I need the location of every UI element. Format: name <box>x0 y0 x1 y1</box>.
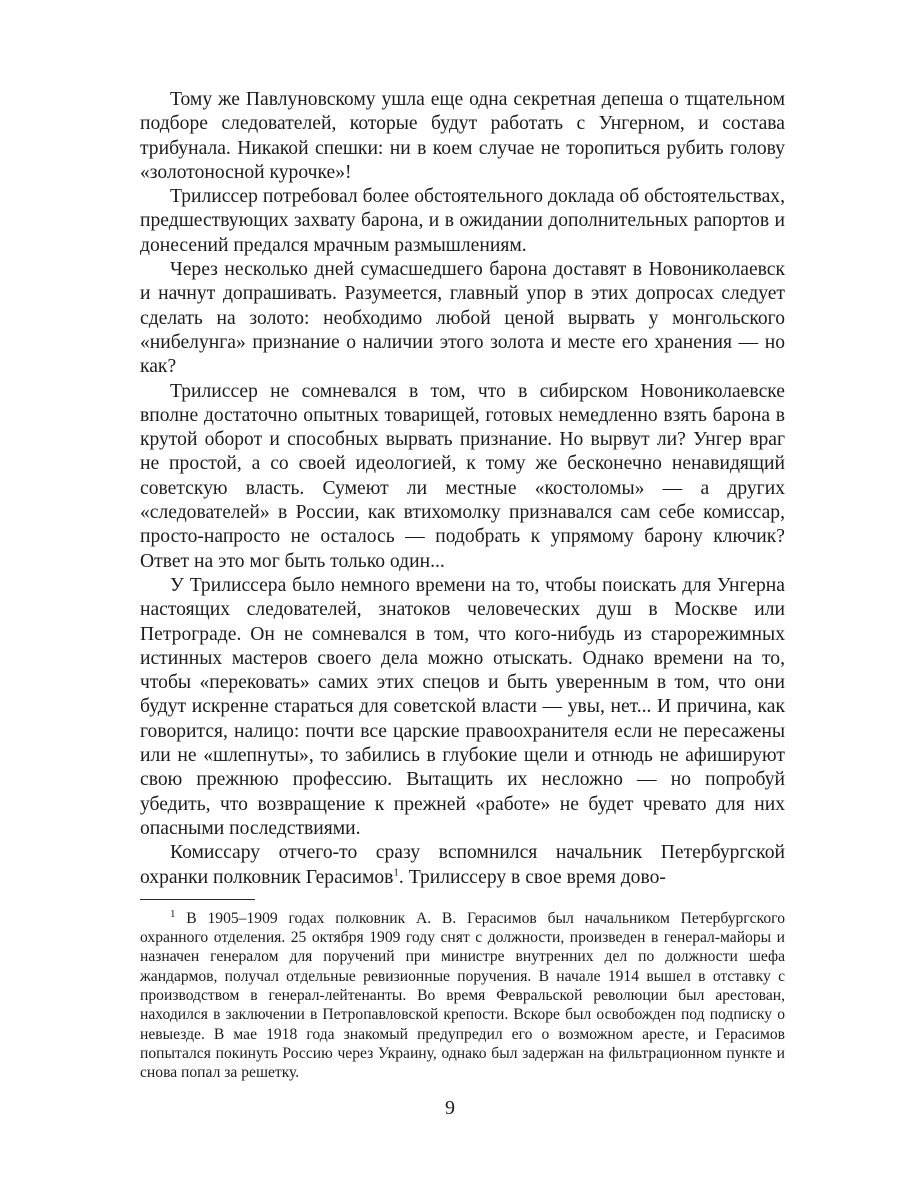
paragraph-1: Тому же Павлуновскому ушла еще одна секретная депеша о тщательном подборе следователей, которые будут работать с Унгерном, и состава трибунала. Никакой спешки: ни в коем случае не торопиться рубить голову «золотоносной курочке»! <box>140 89 785 183</box>
paragraph-6 <box>140 841 785 890</box>
paragraph-6-text-start: Комиссару отчего-то сразу вспомнился начальник Петербургской охранки полковник Герасимов <box>140 842 785 888</box>
footnote <box>140 909 785 1083</box>
paragraph-6-text-end: . Трилиссеру в свое время дово- <box>398 866 666 888</box>
footnote-mark: 1 <box>170 907 176 920</box>
page-body <box>140 88 785 1082</box>
footnote-reference[interactable]: 1 <box>393 865 399 878</box>
footnote-separator <box>140 899 255 900</box>
paragraph-2: Трилиссер потребовал более обстоятельного доклада об обстоятельствах, предшествующих захвату барона, и в ожидании дополнительных рапортов и донесений предался мрачным размышлениям. <box>140 186 785 256</box>
paragraph-5: У Трилиссера было немного времени на то, чтобы поискать для Унгерна настоящих следователей, знатоков человеческих душ в Москве или Петрограде. Он не сомневался в том, что кого-нибудь из старорежимных истинных мастеров своего дела можно отыскать. Однако времени на то, чтобы «перековать» самих этих спецов и быть уверенным в том, что они будут искренне стараться для советской власти — увы, нет... И причина, как говорится, налицо: почти все царские правоохранителя если не пересажены или не «шлепнуты», то забились в глубокие щели и отнюдь не афишируют свою прежнюю профессию. Вытащить их несложно — но попробуй убедить, что возвращение к прежней «работе» не будет чревато для них опасными последствиями. <box>140 574 785 839</box>
paragraph-4: Трилиссер не сомневался в том, что в сибирском Новониколаевске вполне достаточно опытных товарищей, готовых немедленно взять барона в крутой оборот и способных вырвать признание. Но вырвут ли? Унгер враг не простой, а со своей идеологией, к тому же бесконечно ненавидящий советскую власть. Сумеют ли местные «костоломы» — а других «следователей» в России, как втихомолку признавался сам себе комиссар, просто-напросто не осталось — подобрать к упрямому барону ключик? Ответ на это мог быть только один... <box>140 380 785 572</box>
footnote-text: В 1905–1909 годах полковник А. В. Герасимов был начальником Петербургского охранного отделения. 25 октября 1909 году снят с должности, произведен в генерал-майоры и назначен генералом для поручений при министре внутренних дел по должности шефа жандармов, получал отдельные ревизионные поручения. В начале 1914 вышел в отставку с производством в генерал-лейтенанты. Во время Февральской революции был арестован, находился в заключении в Петропавловской крепости. Вскоре был освобожден под подписку о невыезде. В мае 1918 года знакомый предупредил его о возможном аресте, и Герасимов попытался покинуть Россию через Украину, однако был задержан на фильтрационном пункте и снова попал за решетку. <box>140 909 785 1082</box>
paragraph-3: Через несколько дней сумасшедшего барона доставят в Новониколаевск и начнут допрашивать. Разумеется, главный упор в этих допросах следует сделать на золото: необходимо любой ценой вырвать у монгольского «нибелунга» признание о наличии этого золота и месте его хранения — но как? <box>140 259 785 378</box>
page-number: 9 <box>445 1097 455 1119</box>
